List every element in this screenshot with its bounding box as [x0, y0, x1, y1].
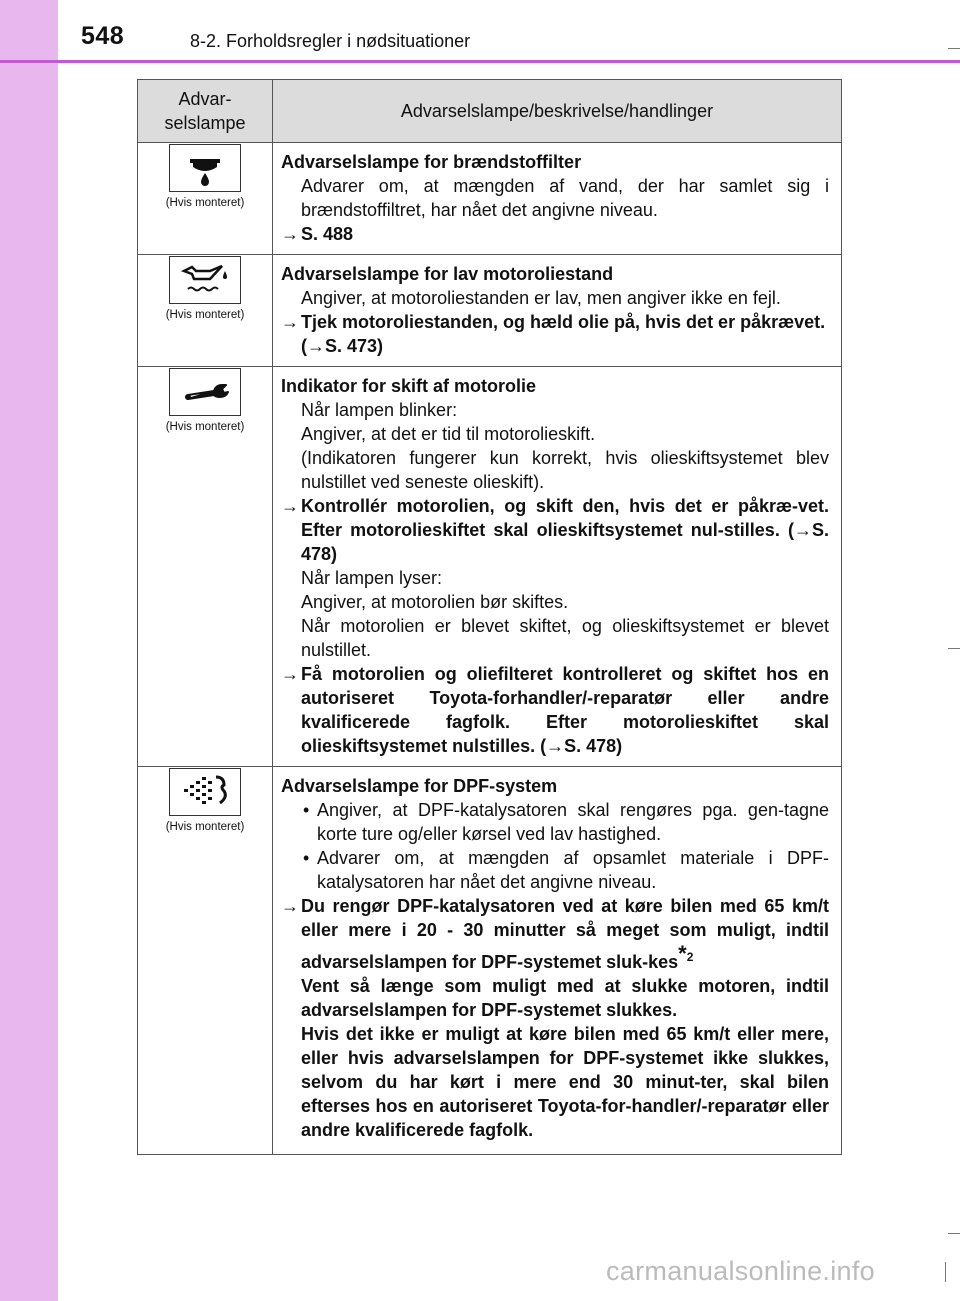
icon-note: (Hvis monteret)	[165, 197, 245, 209]
section-title: 8-2. Forholdsregler i nødsituationer	[190, 31, 471, 51]
page-reference-link[interactable]: S. 478)	[301, 520, 829, 564]
header-band	[0, 0, 960, 60]
lit-heading: Når lampen lyser:	[301, 568, 443, 588]
col-header-description: Advarselslampe/beskrivelse/handlinger	[273, 80, 842, 143]
arrow-icon: →	[281, 224, 299, 244]
lamp-title: Advarselslampe for brændstoffilter	[281, 152, 582, 172]
bullet-item: • Advarer om, at mængden af opsamlet materiale i DPF-katalysatoren har nået det angivne niveau.	[303, 848, 829, 892]
action-text: → Du rengør DPF-katalysatoren ved at køre bilen med 65 km/t eller mere i 20 - 30 minutter så meget som muligt, indtil advarselslampen for DPF-systemet sluk-kes$^{*2}$	[281, 896, 829, 972]
crop-mark	[945, 1262, 946, 1282]
lamp-title: Indikator for skift af motorolie	[281, 376, 537, 396]
crop-mark	[948, 648, 960, 649]
dpf-system-icon	[169, 768, 241, 816]
fuel-filter-warning-icon	[169, 144, 241, 192]
crop-mark	[948, 48, 960, 49]
description-cell	[273, 143, 842, 255]
page-number: 548	[81, 22, 125, 50]
table-row	[138, 767, 842, 1155]
warning-lamp-table	[137, 79, 842, 1155]
crop-mark	[948, 1233, 960, 1234]
chapter-side-band	[0, 0, 58, 1301]
header-rule	[0, 60, 960, 63]
page-reference-link[interactable]: S. 478)	[564, 736, 623, 756]
arrow-icon: →	[281, 664, 299, 684]
lamp-title: Advarselslampe for lav motoroliestand	[281, 264, 614, 284]
lit-description: Angiver, at motorolien bør skiftes.	[301, 592, 569, 612]
action-text-continued: Hvis det ikke er muligt at køre bilen med 65 km/t eller mere, eller hvis advarselslampen for DPF-systemet ikke slukkes, selvom du har kørt i mere end 30 minut-ter, skal bilen efterses hos en autoriseret Toyota-for-handler/-reparatør eller andre kvalificerede fagfolk.	[301, 1024, 829, 1140]
footnote-marker: *2	[678, 941, 694, 966]
page-reference-link[interactable]: S. 473)	[325, 336, 384, 356]
col-header-lamp: Advar- selslampe	[138, 80, 273, 143]
table-row	[138, 143, 842, 255]
description-cell	[273, 367, 842, 767]
arrow-icon: →	[281, 896, 299, 916]
description-cell	[273, 255, 842, 367]
action-text: → Kontrollér motorolien, og skift den, hvis det er påkræ-vet. Efter motorolieskiftet skal olieskiftsystemet nul-stilles. (→S. 478)	[281, 496, 829, 564]
lamp-cell	[138, 143, 273, 255]
action-text: → Tjek motoroliestanden, og hæld olie på, hvis det er påkrævet. (→S. 473)	[281, 312, 826, 356]
description-cell	[273, 767, 842, 1155]
icon-note: (Hvis monteret)	[165, 421, 245, 433]
blink-heading: Når lampen blinker:	[301, 400, 458, 420]
table-row	[138, 367, 842, 767]
action-text	[281, 222, 829, 246]
action-text: → Få motorolien og oliefilteret kontrolleret og skiftet hos en autoriseret Toyota-forhandler/-reparatør eller andre kvalificerede fagfolk. Efter motorolieskiftet skal olieskiftsystemet nulstilles. (→S. 478)	[281, 664, 829, 756]
watermark: carmanualsonline.info	[606, 1256, 875, 1286]
wrench-oil-change-icon	[169, 368, 241, 416]
blink-description: Angiver, at det er tid til motorolieskift.	[301, 424, 596, 444]
blink-note: (Indikatoren fungerer kun korrekt, hvis olieskiftsystemet blev nulstillet ved seneste olieskift).	[301, 448, 829, 492]
table-header-row	[138, 80, 842, 143]
lamp-description: Advarer om, at mængden af vand, der har samlet sig i brændstoffiltret, har nået det angivne niveau.	[301, 176, 829, 220]
lamp-cell	[138, 767, 273, 1155]
lamp-description: Angiver, at motoroliestanden er lav, men angiver ikke en fejl.	[301, 288, 781, 308]
lamp-title: Advarselslampe for DPF-system	[281, 776, 558, 796]
lit-note: Når motorolien er blevet skiftet, og olieskiftsystemet er blevet nulstillet.	[301, 616, 829, 660]
low-oil-level-icon	[169, 256, 241, 304]
arrow-icon: →	[281, 496, 299, 516]
lamp-cell	[138, 367, 273, 767]
icon-note: (Hvis monteret)	[165, 821, 245, 833]
bullet-item: • Angiver, at DPF-katalysatoren skal rengøres pga. gen-tagne korte ture og/eller kørsel ved lav hastighed.	[303, 800, 829, 844]
lamp-cell	[138, 255, 273, 367]
action-text-continued: Vent så længe som muligt med at slukke motoren, indtil advarselslampen for DPF-systemet slukkes.	[301, 976, 829, 1020]
table-row	[138, 255, 842, 367]
icon-note: (Hvis monteret)	[165, 309, 245, 321]
page-reference-link[interactable]: S. 488	[301, 224, 354, 244]
arrow-icon: →	[281, 312, 299, 332]
